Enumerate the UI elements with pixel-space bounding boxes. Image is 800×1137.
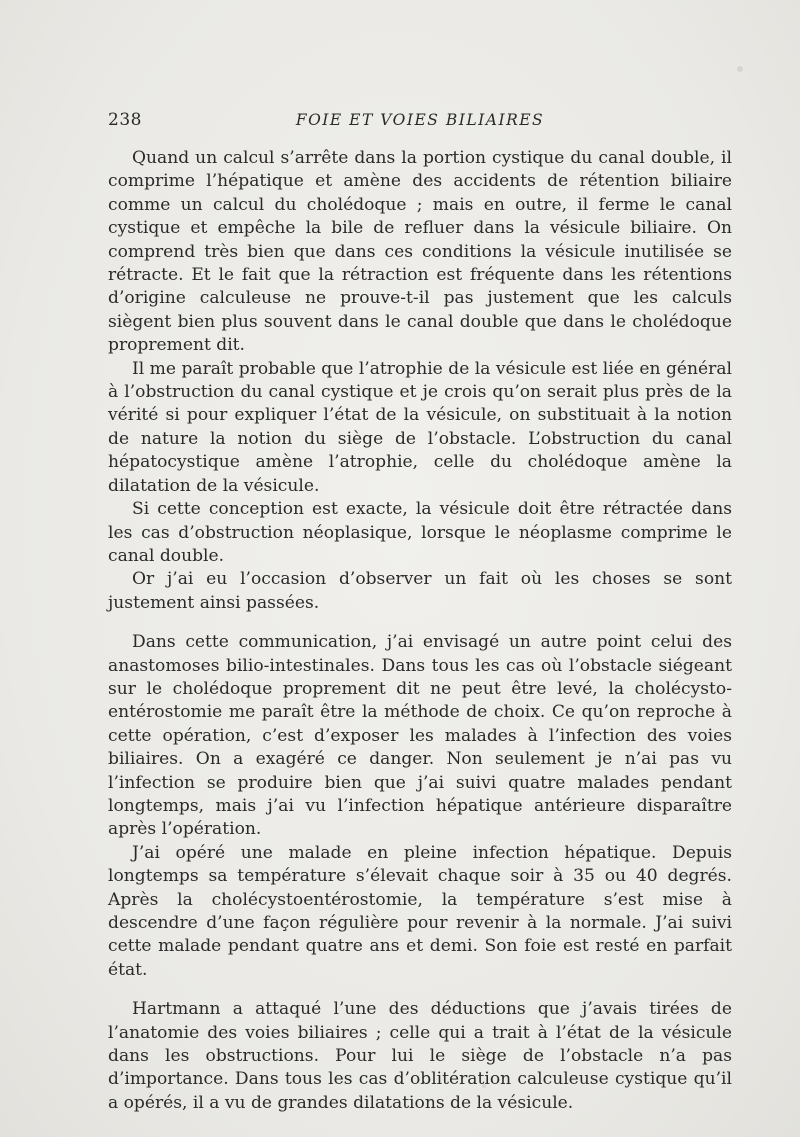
- paragraph: Quand un calcul s’arrête dans la portion cystique du canal double, il comprime l’hépatique et amène des accidents de rétention biliaire comme un calcul du cholédoque ; mais en outre, il ferme le canal cystique et empêche la bile de refluer dans la vésicule biliaire. On comprend très bien que dans ces conditions la vésicule inutilisée se rétracte. Et le fait que la rétraction est fréquente dans les rétentions d’origine calculeuse ne prouve-t-il pas justement que les calculs siègent bien plus souvent dans le canal double que dans le cholédoque proprement dit.: [108, 148, 732, 356]
- page-number: 238: [108, 110, 142, 130]
- paragraph: Il me paraît probable que l’atrophie de la vésicule est liée en général à l’obstruction du canal cystique et je crois qu’on serait plus près de la vérité si pour expliquer l’état de la vésicule, on substituait à la notion de nature la notion du siège de l’obstacle. L’obstruction du canal hépatocystique amène l’atrophie, celle du cholédoque amène la dilatation de la vésicule.: [108, 358, 732, 496]
- paper-spot: [737, 66, 743, 72]
- paragraph: Or j’ai eu l’occasion d’observer un fait où les choses se sont justement ainsi passées.: [108, 569, 732, 613]
- paragraph: J’ai opéré une malade en pleine infection hépatique. Depuis longtemps sa température s’élevait chaque soir à 35 ou 40 degrés. Après la cholécystoentérostomie, la température s’est mise à descendre d’une façon régulière pour revenir à la normale. J’ai suivi cette malade pendant quatre ans et demi. Son foie est resté en parfait état.: [108, 842, 732, 980]
- paragraph: Dans cette communication, j’ai envisagé un autre point celui des anastomoses bilio-intestinales. Dans tous les cas où l’obstacle siégeant sur le cholédoque proprement dit ne peut être levé, la cholécysto-entérostomie me paraît être la méthode de choix. Ce qu’on reproche à cette opération, c’est d’exposer les malades à l’infection des voies biliaires. On a exagéré ce danger. Non seulement je n’ai pas vu l’infection se produire bien que j’ai suivi quatre malades pendant longtemps, mais j’ai vu l’infection hépatique antérieure disparaître après l’opération.: [108, 632, 732, 840]
- paragraph: Si cette conception est exacte, la vésicule doit être rétractée dans les cas d’obstruction néoplasique, lorsque le néoplasme comprime le canal double.: [108, 499, 732, 566]
- paragraph: Hartmann a attaqué l’une des déductions que j’avais tirées de l’anatomie des voies biliaires ; celle qui a trait à l’état de la vésicule dans les obstructions. Pour lui le siège de l’obstacle n’a pas d’importance. Dans tous les cas d’oblitération calculeuse cystique qu’il a opérés, il a vu de grandes dilatations de la vésicule.: [108, 999, 732, 1113]
- running-header: [108, 110, 732, 136]
- body-text: [108, 147, 732, 1115]
- running-title: FOIE ET VOIES BILIAIRES: [295, 111, 545, 129]
